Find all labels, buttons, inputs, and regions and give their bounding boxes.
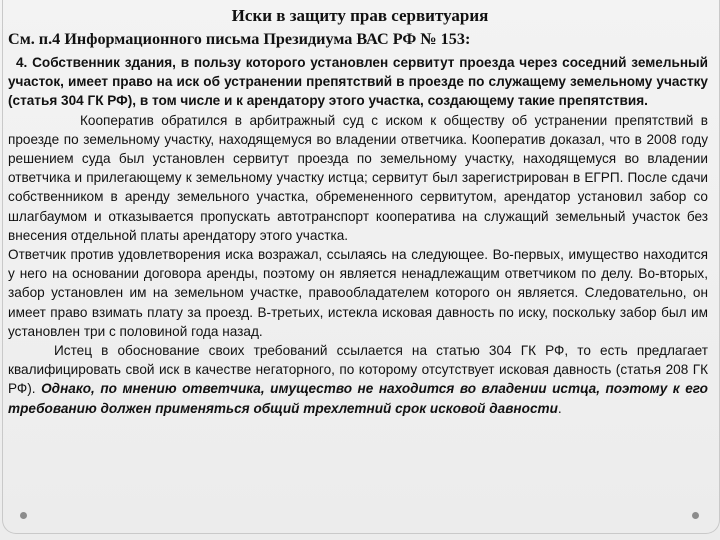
claim-end-text: . <box>557 400 562 416</box>
bullet-dot-icon <box>692 512 699 519</box>
bullet-dot-icon <box>20 512 27 519</box>
case-paragraph: Кооператив обратился в арбитражный суд с иском к обществу об устранении препятствий в проезде по земельному участку, находящемуся во владении ответчика. Кооператив доказал, что в 2008 году решением суда был установлен сервитут проезда по земельному участку, находящемуся во владении ответчика и прилегающему к земельному участку истца; сервитут был зарегистрирован в ЕГРП. После сдачи собственником в аренду земельного участка, обремененного сервитутом, арендатор установил забор со шлагбаумом и отказывается пропускать автотранспорт кооператива на служащий земельный участок без внесения отдельной платы арендатору этого участка. <box>8 112 708 243</box>
lead-paragraph: 4. Собственник здания, в пользу которого установлен сервитут проезда через соседний земельный участок, имеет право на иск об устранении препятствий в проезде по служащему земельному участку (статья 304 ГК РФ), в том числе и к арендатору этого участка, создающему такие препятствия. <box>8 55 708 109</box>
page-subtitle: См. п.4 Информационного письма Президиума ВАС РФ № 153: <box>8 30 471 48</box>
body-text <box>8 53 708 418</box>
claim-plain-text: Истец в обоснование своих требований ссылается на статью 304 ГК РФ, то есть предлагает квалифицировать свой иск в качестве негаторного, по которому отсутствует исковая давность (статья 208 ГК РФ). <box>8 343 708 397</box>
page-title: Иски в защиту прав сервитуария <box>231 6 489 25</box>
claim-paragraph <box>8 341 708 418</box>
claim-emphasis-text: Однако, по мнению ответчика, имущество не находится во владении истца, поэтому к его требованию должен применяться общий трехлетний срок исковой давности <box>8 381 708 416</box>
defense-paragraph: Ответчик против удовлетворения иска возражал, ссылаясь на следующее. Во-первых, имущество находится у него на основании договора аренды, поэтому он является ненадлежащим ответчиком по делу. Во-вторых, забор установлен им на земельном участке, правообладателем которого он является. Следовательно, он имеет право взимать плату за проезд. В-третьих, истекла исковая давность по иску, поскольку забор был им установлен три с половиной года назад. <box>8 247 708 339</box>
